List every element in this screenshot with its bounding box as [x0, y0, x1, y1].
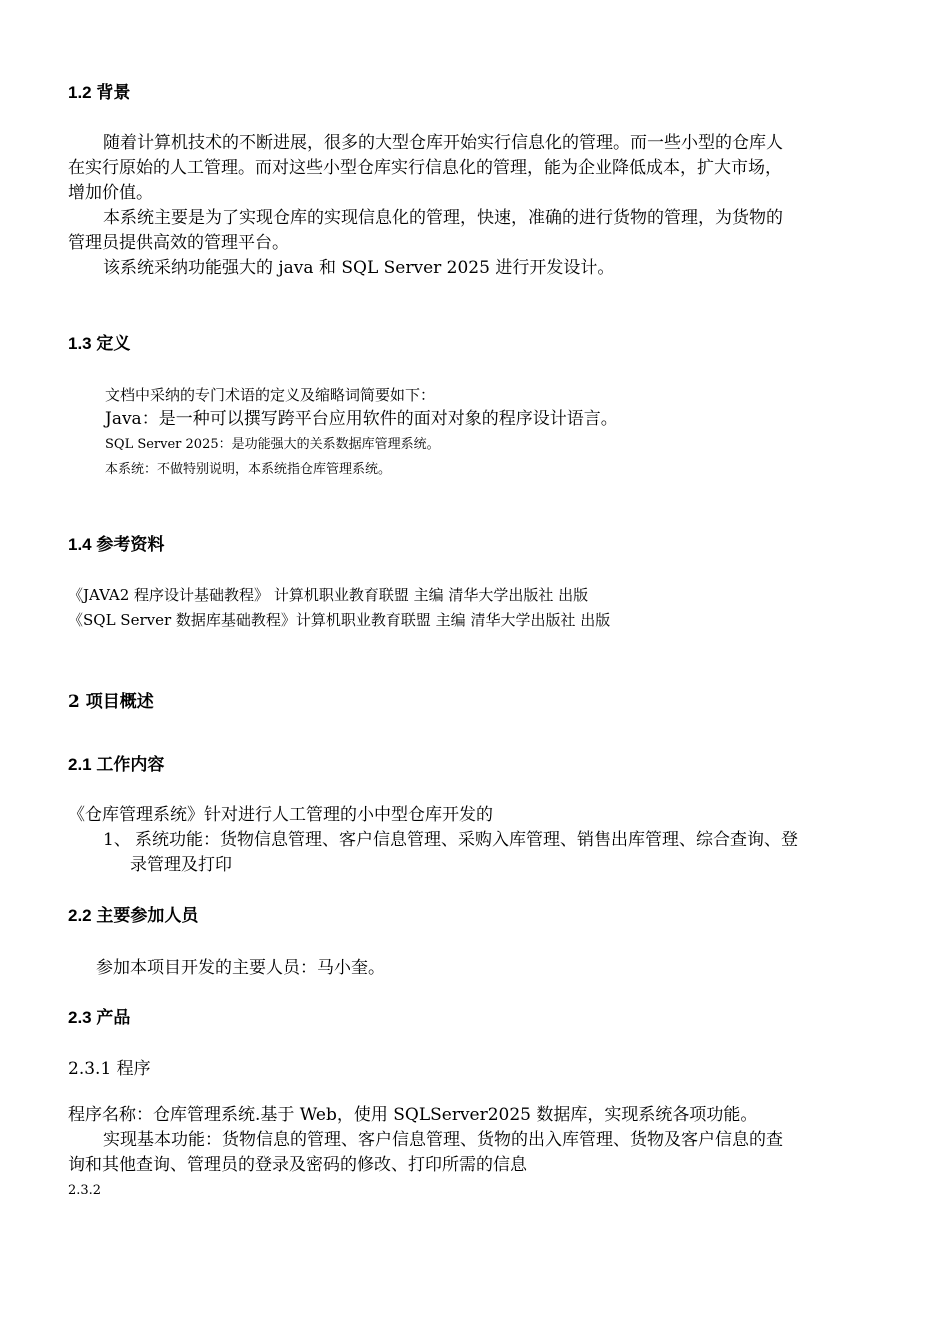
program-function-line: 实现基本功能：货物信息的管理、客户信息管理、货物的出入库管理、货物及客户信息的查 — [103, 1130, 783, 1150]
definition-intro: 文档中采纳的专门术语的定义及缩略词简要如下： — [105, 386, 436, 404]
reference-item: 《JAVA2 程序设计基础教程》 计算机职业教育联盟 主编 清华大学出版社 出版 — [68, 586, 589, 604]
reference-item: 《SQL Server 数据库基础教程》计算机职业教育联盟 主编 清华大学出版社 出版 — [68, 611, 611, 629]
participants-text: 参加本项目开发的主要人员：马小奎。 — [96, 958, 385, 978]
section-heading-1-4: 1.4 参考资料 — [68, 535, 165, 554]
section-heading-2-1: 2.1 工作内容 — [68, 755, 165, 774]
subsection-heading-2-3-2: 2.3.2 — [68, 1183, 102, 1198]
list-item-text: 系统功能：货物信息管理、客户信息管理、采购入库管理、销售出库管理、综合查询、登 — [135, 830, 798, 850]
paragraph-background-line: 在实行原始的人工管理。而对这些小型仓库实行信息化的管理，能为企业降低成本，扩大市场， — [68, 158, 782, 178]
paragraph-background-line: 随着计算机技术的不断进展，很多的大型仓库开始实行信息化的管理。而一些小型的仓库人 — [103, 133, 783, 153]
definition-java: Java：是一种可以撰写跨平台应用软件的面对对象的程序设计语言。 — [105, 409, 618, 429]
program-name-line: 程序名称：仓库管理系统.基于 Web，使用 SQLServer2025 数据库，实现系统各项功能。 — [68, 1105, 758, 1125]
paragraph-background-line: 增加价值。 — [68, 183, 153, 203]
section-heading-2-2: 2.2 主要参加人员 — [68, 906, 199, 925]
definition-sql-server: SQL Server 2025：是功能强大的关系数据库管理系统。 — [105, 437, 440, 452]
list-item-number: 1、 — [103, 830, 131, 850]
work-content-intro: 《仓库管理系统》针对进行人工管理的小中型仓库开发的 — [68, 805, 493, 825]
section-heading-2-3: 2.3 产品 — [68, 1008, 131, 1027]
list-item-text: 录管理及打印 — [130, 855, 232, 875]
subsection-heading-2-3-1: 2.3.1 程序 — [68, 1059, 151, 1079]
section-heading-1-3: 1.3 定义 — [68, 334, 131, 353]
paragraph-tech-stack: 该系统采纳功能强大的 java 和 SQL Server 2025 进行开发设计。 — [103, 258, 615, 278]
definition-system: 本系统：不做特别说明，本系统指仓库管理系统。 — [105, 462, 392, 477]
program-function-line: 询和其他查询、管理员的登录及密码的修改、打印所需的信息 — [68, 1155, 527, 1175]
paragraph-purpose-line: 管理员提供高效的管理平台。 — [68, 233, 289, 253]
section-heading-2: 2 项目概述 — [68, 692, 154, 712]
paragraph-purpose-line: 本系统主要是为了实现仓库的实现信息化的管理，快速，准确的进行货物的管理，为货物的 — [103, 208, 783, 228]
section-heading-1-2: 1.2 背景 — [68, 83, 131, 102]
